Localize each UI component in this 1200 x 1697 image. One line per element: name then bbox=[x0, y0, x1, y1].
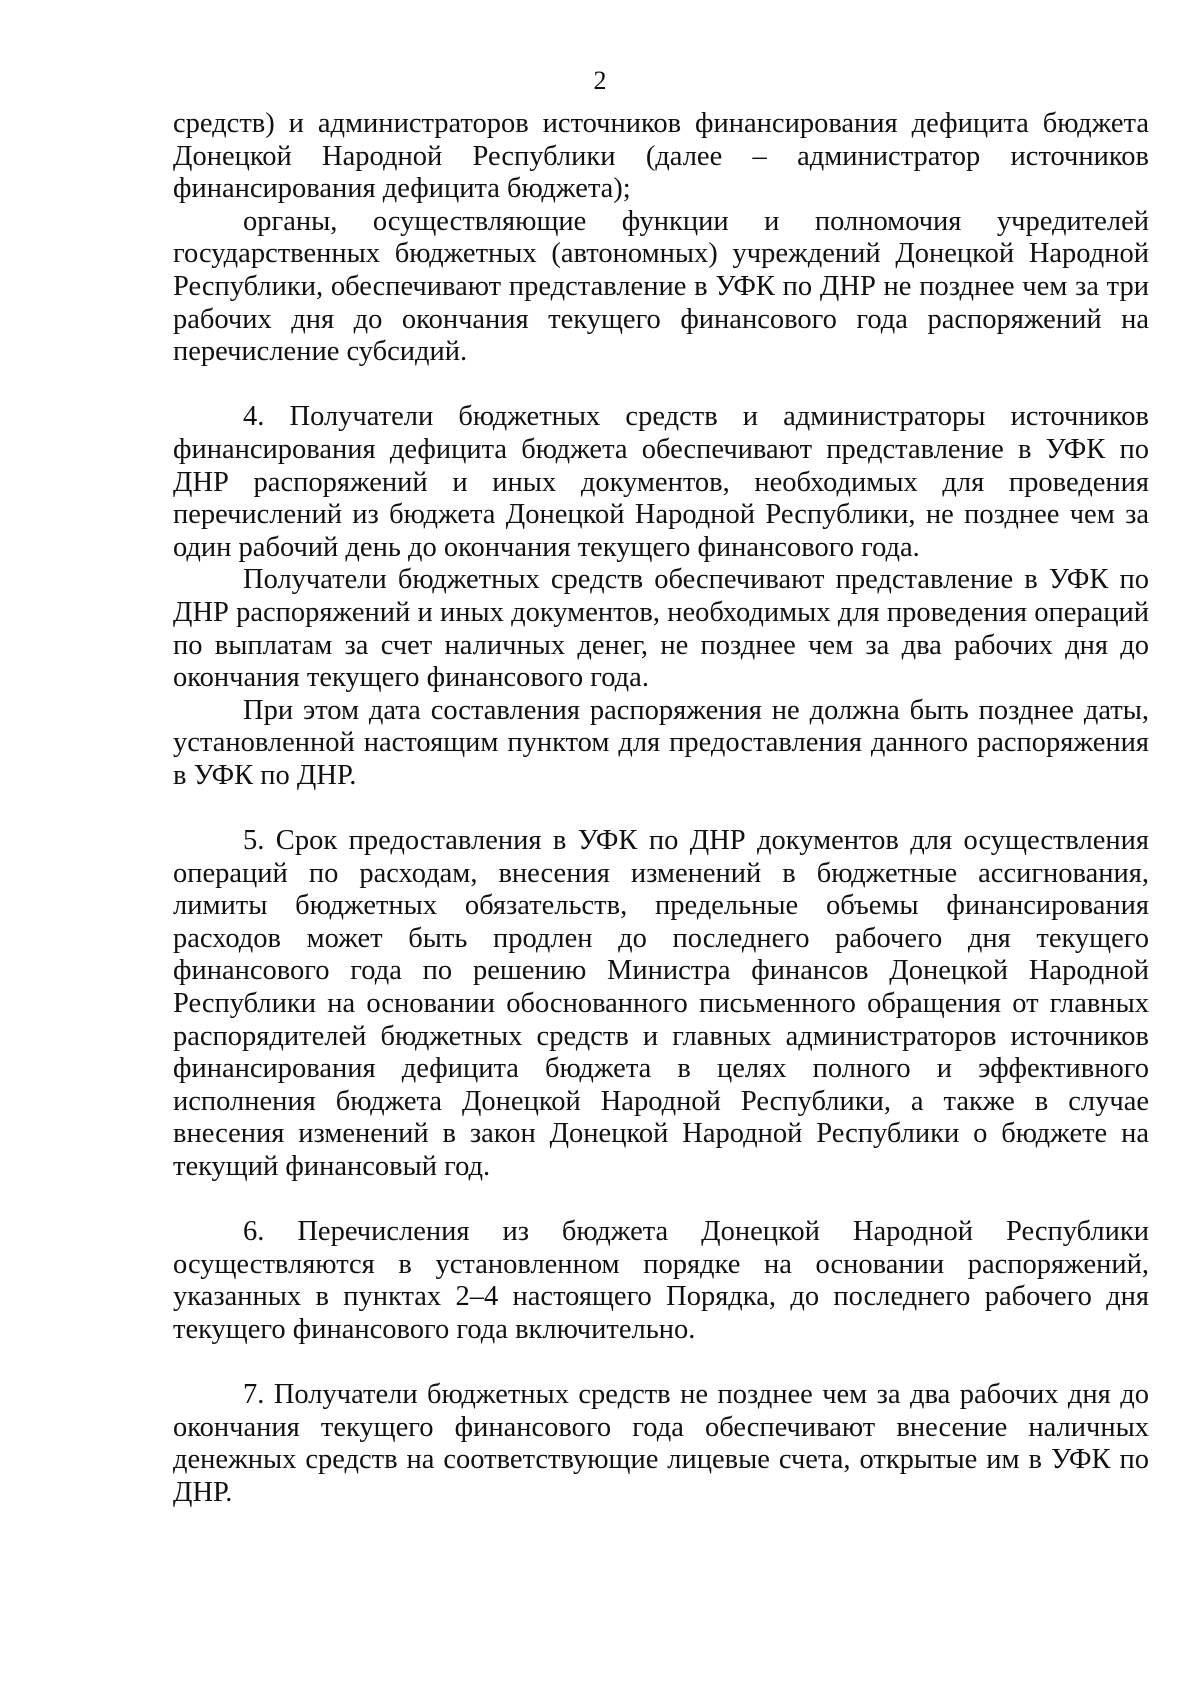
paragraph-item-6: 6. Перечисления из бюджета Донецкой Народной Республики осуществляются в установленном порядке на основании распоряжений, указанных в пунктах 2–4 настоящего Порядка, до последнего рабочего дня текущего финансового года включительно. bbox=[173, 1216, 1149, 1345]
paragraph-item-4-date: При этом дата составления распоряжения не должна быть позднее даты, установленной настоящим пунктом для предоставления данного распоряжения в УФК по ДНР. bbox=[173, 694, 1149, 791]
paragraph-item-5: 5. Срок предоставления в УФК по ДНР документов для осуществления операций по расходам, внесения изменений в бюджетные ассигнования, лимиты бюджетных обязательств, предельные объемы финансирования расходов может быть продлен до последнего рабочего дня текущего финансового года по решению Министра финансов Донецкой Народной Республики на основании обоснованного письменного обращения от главных распорядителей бюджетных средств и главных администраторов источников финансирования дефицита бюджета в целях полного и эффективного исполнения бюджета Донецкой Народной Республики, а также в случае внесения изменений в закон Донецкой Народной Республики о бюджете на текущий финансовый год. bbox=[173, 825, 1149, 1182]
paragraph-item-4-cash: Получатели бюджетных средств обеспечивают представление в УФК по ДНР распоряжений и иных документов, необходимых для проведения операций по выплатам за счет наличных денег, не позднее чем за два рабочих дня до окончания текущего финансового года. bbox=[173, 564, 1149, 694]
paragraph-continuation: средств) и администраторов источников финансирования дефицита бюджета Донецкой Народной Республики (далее – администратор источников финансирования дефицита бюджета); bbox=[173, 108, 1149, 205]
paragraph-item-4: 4. Получатели бюджетных средств и администраторы источников финансирования дефицита бюджета обеспечивают представление в УФК по ДНР распоряжений и иных документов, необходимых для проведения перечислений из бюджета Донецкой Народной Республики, не позднее чем за один рабочий день до окончания текущего финансового года. bbox=[173, 401, 1149, 563]
page-number: 2 bbox=[593, 66, 607, 95]
document-body bbox=[173, 108, 1149, 1510]
paragraph-item-7: 7. Получатели бюджетных средств не позднее чем за два рабочих дня до окончания текущего финансового года обеспечивают внесение наличных денежных средств на соответствующие лицевые счета, открытые им в УФК по ДНР. bbox=[173, 1379, 1149, 1508]
paragraph-founders-subsidies: органы, осуществляющие функции и полномочия учредителей государственных бюджетных (автономных) учреждений Донецкой Народной Республики, обеспечивают представление в УФК по ДНР не позднее чем за три рабочих дня до окончания текущего финансового года распоряжений на перечисление субсидий. bbox=[173, 205, 1149, 368]
